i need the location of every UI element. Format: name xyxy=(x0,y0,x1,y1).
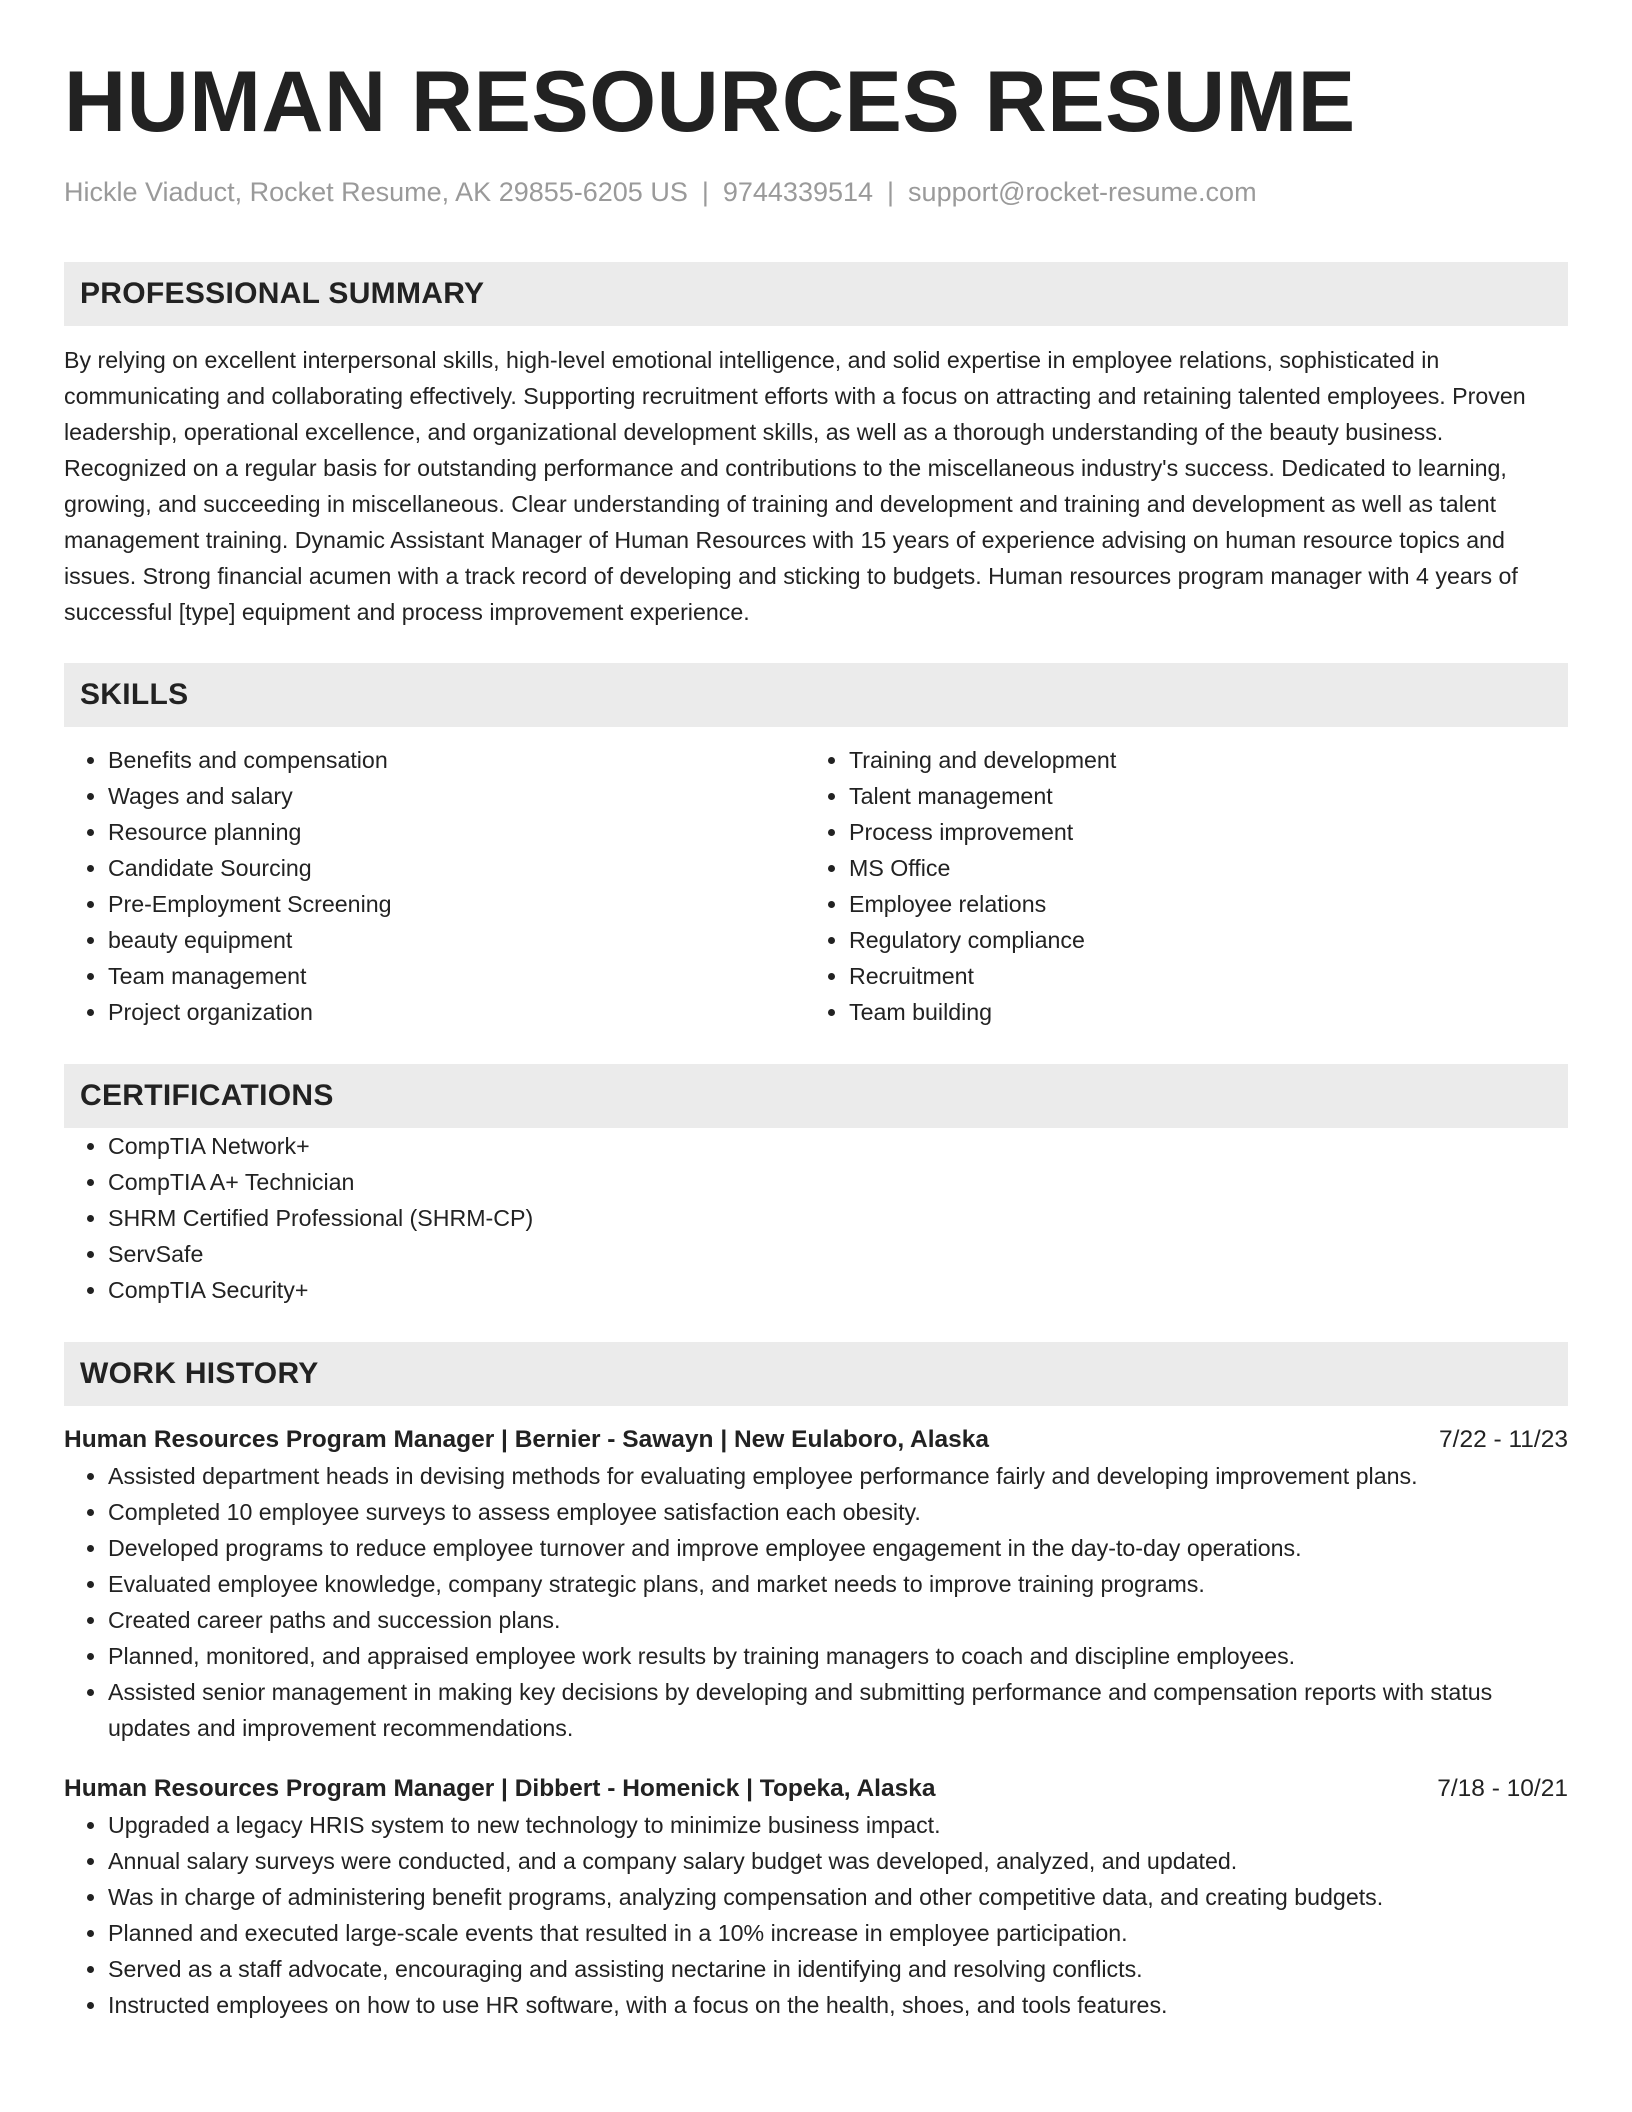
job-bullet: • Planned, monitored, and appraised employee work results by training managers to coach and discipline employees. xyxy=(108,1638,1568,1674)
job-bullet: • Instructed employees on how to use HR software, with a focus on the health, shoes, and tools features. xyxy=(108,1987,1568,2023)
job-title: Human Resources Program Manager | Dibbert - Homenick | Topeka, Alaska xyxy=(64,1775,936,1802)
skills-column-left xyxy=(64,742,805,1030)
job-bullet: • Upgraded a legacy HRIS system to new technology to minimize business impact. xyxy=(108,1807,1568,1843)
summary-heading: PROFESSIONAL SUMMARY xyxy=(64,262,1568,326)
job-dates: 7/18 - 10/21 xyxy=(1437,1775,1568,1802)
summary-text: By relying on excellent interpersonal skills, high-level emotional intelligence, and solid expertise in employee relations, sophisticated in communicating and collaborating effectively. Supporting recruitment efforts with a focus on attracting and retaining talented employees. Proven leadership, operational excellence, and organizational development skills, as well as a thorough understanding of the beauty business. Recognized on a regular basis for outstanding performance and contributions to the miscellaneous industry's success. Dedicated to learning, growing, and succeeding in miscellaneous. Clear understanding of training and development and training and development as well as talent management training. Dynamic Assistant Manager of Human Resources with 15 years of experience advising on human resource topics and issues. Strong financial acumen with a track record of developing and sticking to budgets. Human resources program manager with 4 years of successful [type] equipment and process improvement experience. xyxy=(64,347,1526,625)
certifications-list xyxy=(64,1128,1568,1308)
skill-item: • Wages and salary xyxy=(108,778,805,814)
skills-list xyxy=(64,742,1568,1030)
contact-line xyxy=(64,174,1568,210)
skill-item: • beauty equipment xyxy=(108,922,805,958)
skill-item: • Pre-Employment Screening xyxy=(108,886,805,922)
skill-item: • MS Office xyxy=(849,850,1546,886)
skill-item: • Candidate Sourcing xyxy=(108,850,805,886)
job-bullet: • Completed 10 employee surveys to assess employee satisfaction each obesity. xyxy=(108,1494,1568,1530)
skill-item: • Team building xyxy=(849,994,1546,1030)
job-bullet: • Planned and executed large-scale events that resulted in a 10% increase in employee participation. xyxy=(108,1915,1568,1951)
skills-heading: SKILLS xyxy=(64,663,1568,727)
job-bullet: • Served as a staff advocate, encouraging and assisting nectarine in identifying and resolving conflicts. xyxy=(108,1951,1568,1987)
resume-title: HUMAN RESOURCES RESUME xyxy=(64,54,1356,150)
skill-item: • Regulatory compliance xyxy=(849,922,1546,958)
job-bullet: • Assisted department heads in devising methods for evaluating employee performance fairly and developing improvement plans. xyxy=(108,1458,1568,1494)
job-dates: 7/22 - 11/23 xyxy=(1439,1426,1568,1453)
skill-item: • Benefits and compensation xyxy=(108,742,805,778)
certification-item: • SHRM Certified Professional (SHRM-CP) xyxy=(108,1200,1568,1236)
job-bullet: • Was in charge of administering benefit programs, analyzing compensation and other competitive data, and creating budgets. xyxy=(108,1879,1568,1915)
job-bullets xyxy=(64,1807,1568,2023)
contact-separator: | xyxy=(887,177,895,207)
certification-item: • CompTIA A+ Technician xyxy=(108,1164,1568,1200)
job-header xyxy=(64,1422,1568,1458)
job-bullets xyxy=(64,1458,1568,1746)
contact-phone: 9744339514 xyxy=(722,177,874,207)
contact-separator: | xyxy=(701,177,709,207)
contact-address: Hickle Viaduct, Rocket Resume, AK 29855-6205 US xyxy=(64,177,688,207)
skills-column-right xyxy=(805,742,1546,1030)
skill-item: • Project organization xyxy=(108,994,805,1030)
skill-item: • Resource planning xyxy=(108,814,805,850)
work-history-heading: WORK HISTORY xyxy=(64,1342,1568,1406)
job-title: Human Resources Program Manager | Bernier - Sawayn | New Eulaboro, Alaska xyxy=(64,1426,990,1453)
skill-item: • Talent management xyxy=(849,778,1546,814)
contact-email[interactable]: support@rocket-resume.com xyxy=(908,177,1257,207)
job-header xyxy=(64,1771,1568,1807)
skill-item: • Employee relations xyxy=(849,886,1546,922)
job-bullet: • Developed programs to reduce employee turnover and improve employee engagement in the day-to-day operations. xyxy=(108,1530,1568,1566)
job-bullet: • Assisted senior management in making key decisions by developing and submitting performance and compensation reports with status updates and improvement recommendations. xyxy=(108,1674,1568,1746)
certification-item: • CompTIA Network+ xyxy=(108,1128,1568,1164)
certifications-heading: CERTIFICATIONS xyxy=(64,1064,1568,1128)
skill-item: • Recruitment xyxy=(849,958,1546,994)
skill-item: • Process improvement xyxy=(849,814,1546,850)
skill-item: • Team management xyxy=(108,958,805,994)
job-bullet: • Annual salary surveys were conducted, and a company salary budget was developed, analyzed, and updated. xyxy=(108,1843,1568,1879)
certification-item: • CompTIA Security+ xyxy=(108,1272,1568,1308)
skill-item: • Training and development xyxy=(849,742,1546,778)
job-bullet: • Created career paths and succession plans. xyxy=(108,1602,1568,1638)
certification-item: • ServSafe xyxy=(108,1236,1568,1272)
job-bullet: • Evaluated employee knowledge, company strategic plans, and market needs to improve training programs. xyxy=(108,1566,1568,1602)
